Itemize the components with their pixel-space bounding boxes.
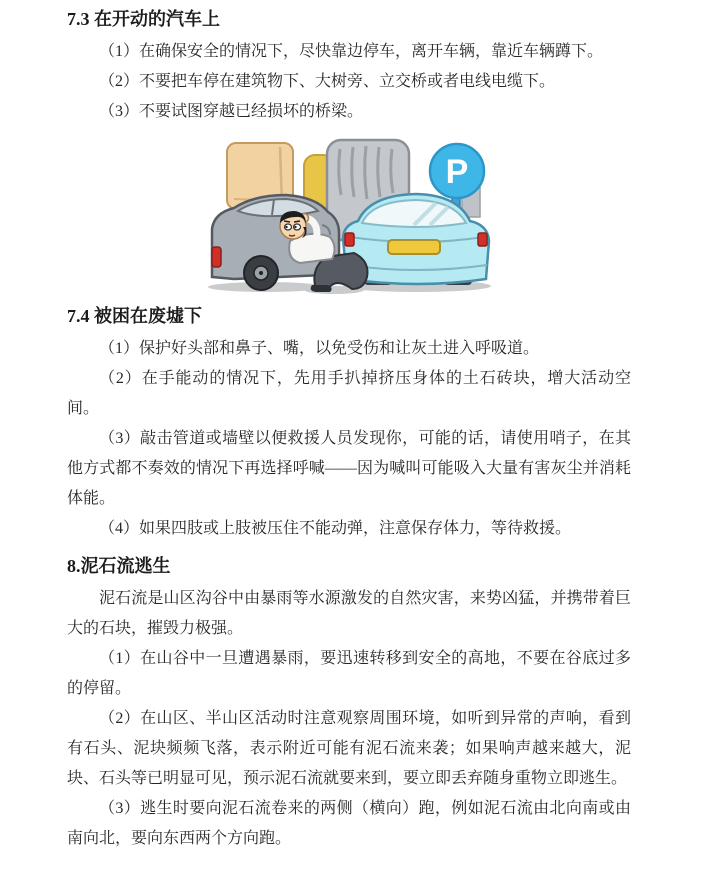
section-7-4-item-3: （3）敲击管道或墙壁以便救援人员发现你，可能的话，请使用哨子，在其他方式都不奏效的情况下再选择呼喊——因为喊叫可能吸入大量有害灰尘并消耗体能。 [67,430,631,507]
section-7-4-item-2: （2）在手能动的情况下，先用手扒掉挤压身体的土石砖块，增大活动空间。 [67,370,631,417]
section-8-item-3: （3）逃生时要向泥石流卷来的两侧（横向）跑，例如泥石流由北向南或由南向北，要向东西两个方向跑。 [67,800,631,847]
section-7-4-heading: 7.4 被困在废墟下 [67,306,202,326]
section-8-heading: 8.泥石流逃生 [67,556,171,576]
section-8-intro: 泥石流是山区沟谷中由暴雨等水源激发的自然灾害，来势凶猛，并携带着巨大的石块，摧毁力极强。 [67,590,631,637]
document-page [67,0,631,854]
section-8 [67,554,631,854]
parking-cartoon-illustration [204,137,494,294]
section-8-item-2: （2）在山区、半山区活动时注意观察周围环境，如听到异常的声响，看到有石头、泥块频频飞落，表示附近可能有泥石流来袭；如果响声越来越大，泥块、石头等已明显可见，预示泥石流就要来到，要立即丢弃随身重物立即逃生。 [67,710,631,787]
section-7-4-item-1: （1）保护好头部和鼻子、嘴，以免受伤和让灰土进入呼吸道。 [99,340,540,357]
section-7-3-heading: 7.3 在开动的汽车上 [67,9,220,29]
parking-sign-letter: P [445,153,469,191]
section-7-3 [67,7,631,127]
section-7-3-item-3: （3）不要试图穿越已经损坏的桥梁。 [99,103,364,120]
section-7-4-item-4: （4）如果四肢或上肢被压住不能动弹，注意保存体力，等待救援。 [99,520,572,537]
section-7-3-item-1: （1）在确保安全的情况下，尽快靠边停车，离开车辆，靠近车辆蹲下。 [99,43,604,60]
section-8-item-1: （1）在山谷中一旦遭遇暴雨，要迅速转移到安全的高地，不要在谷底过多的停留。 [67,650,631,697]
section-7-4 [67,304,631,544]
section-7-3-item-2: （2）不要把车停在建筑物下、大树旁、立交桥或者电线电缆下。 [99,73,556,90]
